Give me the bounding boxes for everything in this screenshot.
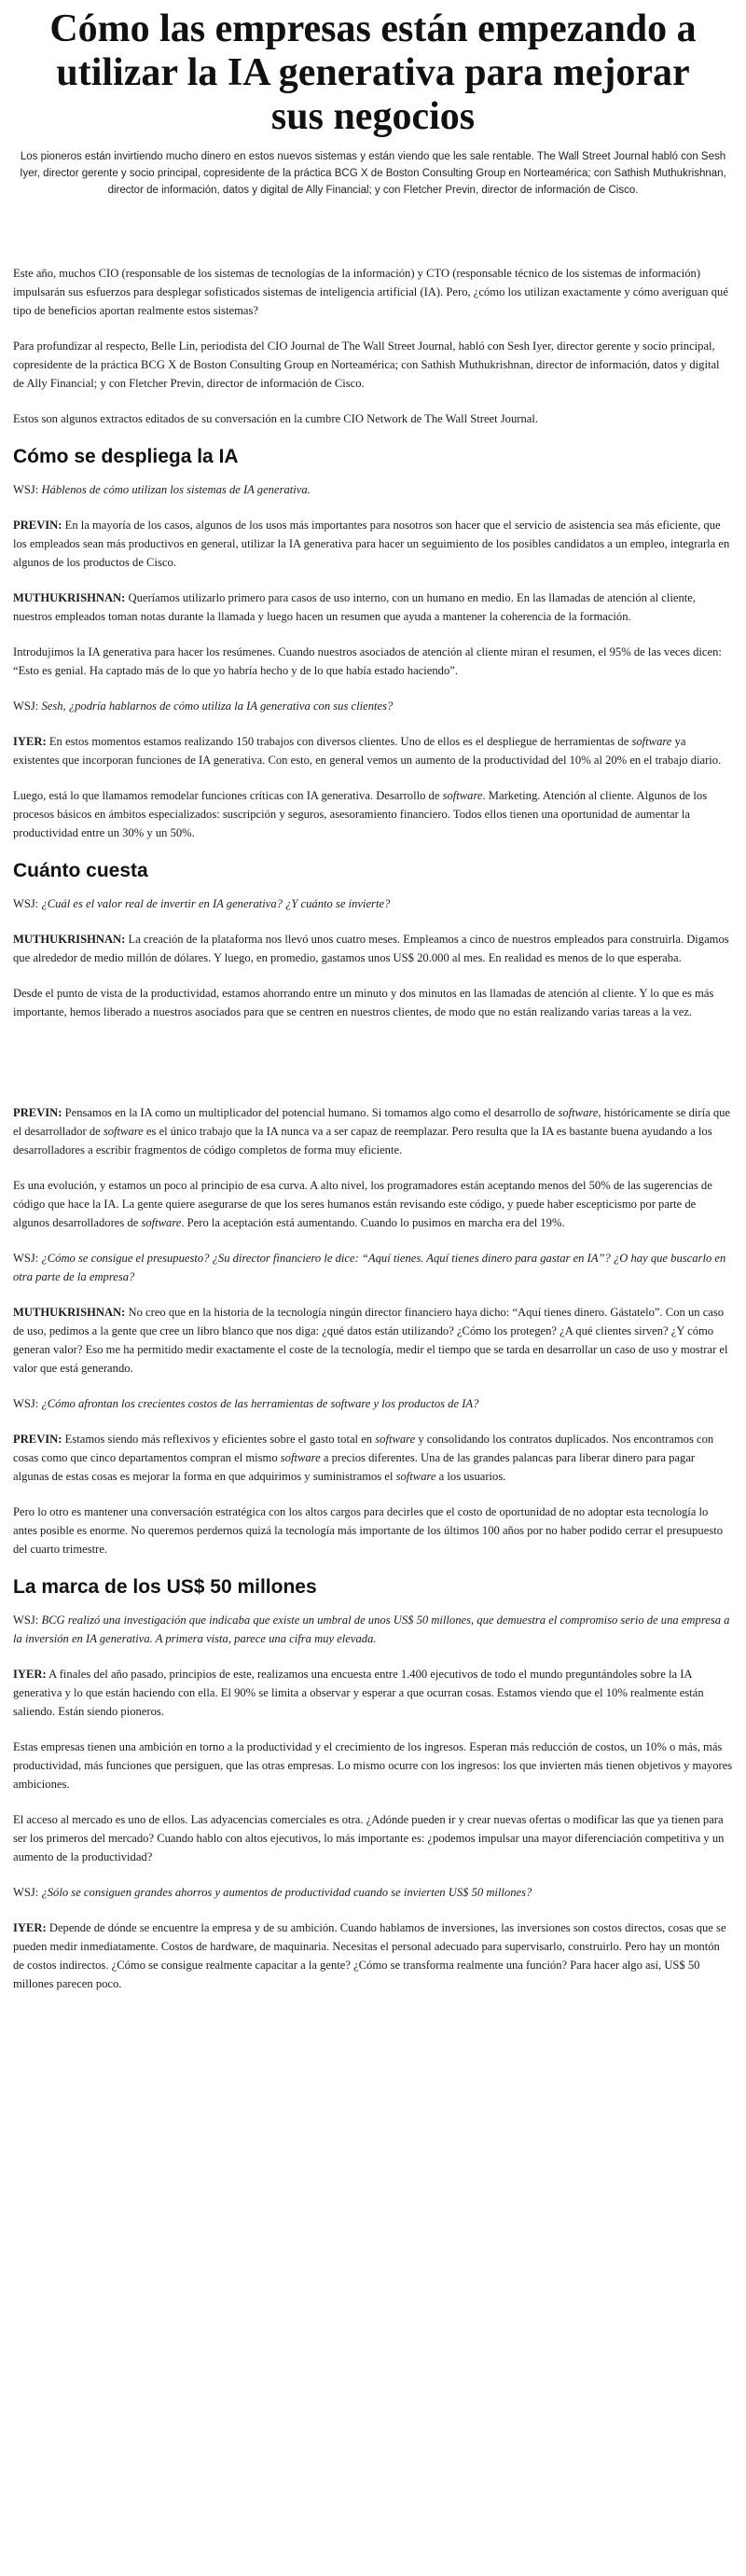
answer-paragraph (13, 1430, 733, 1486)
body-paragraph: Estas empresas tienen una ambición en torno a la productividad y el crecimiento de los ingresos. Esperan más reducción de costos, un 10% o más, más productividad, más funciones que persiguen, que las otras empresas. Lo mismo ocurre con los ingresos: los que invierten más tienen objetivos y mayores ambiciones. (13, 1740, 733, 1791)
answer-paragraph (13, 732, 733, 769)
intro-paragraph-2: Para profundizar al respecto, Belle Lin, periodista del CIO Journal de The Wall Street Journal, habló con Sesh Iyer, director gerente y socio principal, copresidente de la práctica BCG X de Boston Consulting Group en Norteamérica; con Sathish Muthukrishnan, director de información, datos y digital de Ally Financial; y con Fletcher Previn, director de información de Cisco. (13, 339, 720, 390)
body-text: Luego, está lo que llamamos remodelar funciones críticas con IA generativa. Desarrollo de (13, 789, 443, 802)
question-text: ¿Cómo se consigue el presupuesto? ¿Su director financiero le dice: “Aquí tienes. Aquí tienes dinero para gastar en IA”? ¿O hay que buscarlo en otra parte de la empresa? (13, 1252, 726, 1283)
answer-text: y consolidando los contratos duplicados. Nos encontramos con cosas como que cinco departamentos compran el mismo (13, 1433, 714, 1464)
answer-paragraph (13, 1665, 733, 1721)
wsj-label: WSJ: (13, 1252, 39, 1265)
article-headline: Cómo las empresas están empezando a utilizar la IA generativa para mejorar sus negocios (49, 7, 697, 138)
software-term: software (558, 1106, 599, 1119)
answer-paragraph (13, 516, 733, 572)
body-text: Es una evolución, y estamos un poco al principio de esa curva. A alto nivel, los programadores están aceptando menos del 50% de las sugerencias de código que hace la IA. La gente quiere asegurarse de que los seres humanos están revisando este código, y puede haber escepticismo por parte de algunos desarrolladores de (13, 1179, 712, 1229)
speaker-label: MUTHUKRISHNAN: (13, 591, 126, 604)
body-paragraph (13, 786, 733, 842)
speaker-label: MUTHUKRISHNAN: (13, 933, 126, 946)
interview-question (13, 697, 733, 715)
software-term: software (395, 1470, 436, 1483)
interview-question (13, 1883, 733, 1902)
speaker-label: IYER: (13, 1668, 47, 1681)
answer-text: Estamos siendo más reflexivos y eficientes sobre el gasto total en (64, 1433, 376, 1446)
software-term: software (280, 1451, 321, 1464)
answer-text: A finales del año pasado, principios de este, realizamos una encuesta entre 1.400 ejecutivos de todo el mundo preguntándoles sobre la IA generativa y lo que están haciendo con ella. El 90% se limita a observar y esperar a que ocurran cosas. Estamos viendo que el 10% realmente están saliendo. Están siendo pioneros. (13, 1668, 704, 1718)
article-dek: Los pioneros están invirtiendo mucho dinero en estos nuevos sistemas y están viendo que les sale rentable. The Wall Street Journal habló con Sesh Iyer, director gerente y socio principal, copresidente de la práctica BCG X de Boston Consulting Group en Norteamérica; con Sathish Muthukrishnan, director de información, datos y digital de Ally Financial; y con Fletcher Previn, director de información de Cisco. (20, 151, 726, 196)
speaker-label: IYER: (13, 1921, 47, 1934)
software-term: software (141, 1216, 182, 1229)
answer-text: , históricamente se diría que el desarrollador de (13, 1106, 731, 1138)
answer-text: En estos momentos estamos realizando 150 trabajos con diversos clientes. Uno de ellos es el despliegue de herramientas de (48, 735, 632, 748)
body-paragraph: El acceso al mercado es uno de ellos. Las adyacencias comerciales es otra. ¿Adónde pueden ir y crear nuevas ofertas o modificar las que ya tienen para ser los primeros del mercado? Cuando hablo con altos ejecutivos, lo más importante es: ¿podemos impulsar una mayor diferenciación competitiva y un aumento de la productividad? (13, 1813, 725, 1863)
interview-question (13, 1249, 733, 1286)
body-paragraph (13, 1176, 733, 1232)
software-term: software (375, 1433, 416, 1446)
wsj-label: WSJ: (13, 483, 39, 496)
question-text: Háblenos de cómo utilizan los sistemas de IA generativa. (41, 483, 311, 496)
body-text: . Pero la aceptación está aumentando. Cuando lo pusimos en marcha era del 19%. (181, 1216, 565, 1229)
answer-paragraph (13, 1103, 733, 1159)
question-text: ¿Cuál es el valor real de invertir en IA generativa? ¿Y cuánto se invierte? (41, 897, 391, 910)
section-heading-costo: Cuánto cuesta (13, 860, 148, 881)
answer-paragraph (13, 589, 733, 626)
answer-text: No creo que en la historia de la tecnología ningún director financiero haya dicho: “Aquí tienes dinero. Gástatelo”. Con un caso de uso, pedimos a la gente que cree un libro blanco que nos diga: ¿qué datos están utilizando? ¿Cómo los protegen? ¿A qué clientes sirven? ¿Y cómo generan valor? Eso me ha permitido medir exactamente el coste de la tecnología, medir el tiempo que se tarda en desarrollar un caso de uso y mostrar el valor que está generando. (13, 1306, 728, 1375)
interview-question (13, 1394, 733, 1413)
question-text: Sesh, ¿podría hablarnos de cómo utiliza la IA generativa con sus clientes? (41, 699, 394, 713)
intro-paragraph-1: Este año, muchos CIO (responsable de los sistemas de tecnologías de la información) y CTO (responsable técnico de los sistemas de información) impulsarán sus esfuerzos para desplegar sofisticados sistemas de inteligencia artificial (IA). Pero, ¿cómo los utilizan exactamente y cómo averiguan qué tipo de beneficios aportan realmente estos sistemas? (13, 267, 728, 317)
answer-text: La creación de la plataforma nos llevó unos cuatro meses. Empleamos a cinco de nuestros empleados para construirla. Digamos que alrededor de medio millón de dólares. Y luego, en promedio, gastamos unos US$ 20.000 al mes. En realidad es menos de lo que esperaba. (13, 933, 729, 964)
answer-text: Depende de dónde se encuentre la empresa y de su ambición. Cuando hablamos de inversiones, las inversiones son costos directos, cosas que se pueden medir inmediatamente. Costos de hardware, de maquinaria. Necesitas el personal adecuado para supervisarlo, construirlo. Pero hay un montón de costos indirectos. ¿Cómo se consigue realmente capacitar a la gente? ¿Cómo se transforma realmente una función? Para hacer algo así, US$ 50 millones parecen poco. (13, 1921, 726, 1990)
answer-paragraph (13, 1303, 733, 1378)
software-term: software (631, 735, 672, 748)
interview-question (13, 1611, 733, 1648)
question-text: BCG realizó una investigación que indicaba que existe un umbral de unos US$ 50 millones, que demuestra el compromiso serio de una empresa a la inversión en IA generativa. A primera vista, parece una cifra muy elevada. (13, 1613, 730, 1645)
body-paragraph: Introdujimos la IA generativa para hacer los resúmenes. Cuando nuestros asociados de atención al cliente miran el resumen, el 95% de las veces dicen: “Esto es genial. Ha captado más de lo que yo habría hecho y de lo que había estado haciendo”. (13, 645, 722, 677)
wsj-label: WSJ: (13, 1613, 39, 1627)
interview-question (13, 894, 733, 913)
answer-text: En la mayoría de los casos, algunos de los usos más importantes para nosotros son hacer que el servicio de asistencia sea más eficiente, que los empleados sean más productivos en general, utilizar la IA generativa para hacer un seguimiento de los posibles candidatos a un empleo, integrarla en algunos de los productos de Cisco. (13, 519, 730, 569)
software-term: software (442, 789, 483, 802)
question-text: ¿Sólo se consiguen grandes ahorros y aumentos de productividad cuando se invierten US$ 50 millones? (41, 1886, 532, 1899)
answer-text: a precios diferentes. Una de las grandes palancas para liberar dinero para pagar algunas de estas cosas es mejorar la forma en que adquirimos y suministramos el (13, 1451, 696, 1483)
answer-text: es el único trabajo que la IA nunca va a ser capaz de reemplazar. Pero resulta que la IA es bastante buena ayudando a los desarrolladores a escribir fragmentos de código completos de forma muy eficiente. (13, 1125, 712, 1156)
speaker-label: IYER: (13, 735, 47, 748)
answer-paragraph (13, 1918, 733, 1993)
answer-text: Queríamos utilizarlo primero para casos de uso interno, con un humano en medio. En las llamadas de atención al cliente, nuestros empleados toman notas durante la llamada y luego hacen un resumen que ayuda a mantener la coherencia de la formación. (13, 591, 697, 623)
answer-text: a los usuarios. (435, 1470, 506, 1483)
software-term: software (103, 1125, 144, 1138)
speaker-label: PREVIN: (13, 1106, 62, 1119)
body-paragraph: Pero lo otro es mantener una conversación estratégica con los altos cargos para decirles que el costo de oportunidad de no adoptar esta tecnología lo antes posible es enorme. No queremos perdernos quizá la tecnología más importante de los últimos 100 años por no haber podido cerrar el presupuesto del cuarto trimestre. (13, 1505, 724, 1556)
content-gap (13, 1038, 733, 1103)
wsj-label: WSJ: (13, 897, 39, 910)
wsj-label: WSJ: (13, 699, 39, 713)
section-heading-despliegue: Cómo se despliega la IA (13, 446, 239, 467)
body-paragraph: Desde el punto de vista de la productividad, estamos ahorrando entre un minuto y dos minutos en las llamadas de atención al cliente. Y lo que es más importante, hemos liberado a nuestros asociados para que se centren en nuestros clientes, de modo que no están realizando varias tareas a la vez. (13, 987, 714, 1018)
wsj-label: WSJ: (13, 1886, 39, 1899)
wsj-label: WSJ: (13, 1397, 39, 1410)
answer-text: Pensamos en la IA como un multiplicador del potencial humano. Si tomamos algo como el desarrollo de (64, 1106, 559, 1119)
intro-paragraph-3: Estos son algunos extractos editados de su conversación en la cumbre CIO Network de The Wall Street Journal. (13, 412, 538, 425)
question-text: ¿Cómo afrontan los crecientes costos de las herramientas de software y los productos de IA? (41, 1397, 479, 1410)
speaker-label: MUTHUKRISHNAN: (13, 1306, 126, 1319)
interview-question (13, 480, 733, 499)
section-heading-50-millones: La marca de los US$ 50 millones (13, 1576, 317, 1598)
speaker-label: PREVIN: (13, 519, 62, 532)
body-text: . Marketing. Atención al cliente. Algunos de los procesos básicos en ámbitos especializados: suscripción y seguros, asesoramiento financiero. Todos ellos tienen una oportunidad de aumentar la productividad entre un 30% y un 50%. (13, 789, 708, 839)
article-body (0, 264, 746, 1993)
answer-text: ya existentes que incorporan funciones de IA generativa. Con esto, en general vemos un aumento de la productividad del 10% al 20% en el trabajo diario. (13, 735, 722, 767)
speaker-label: PREVIN: (13, 1433, 62, 1446)
answer-paragraph (13, 930, 733, 967)
